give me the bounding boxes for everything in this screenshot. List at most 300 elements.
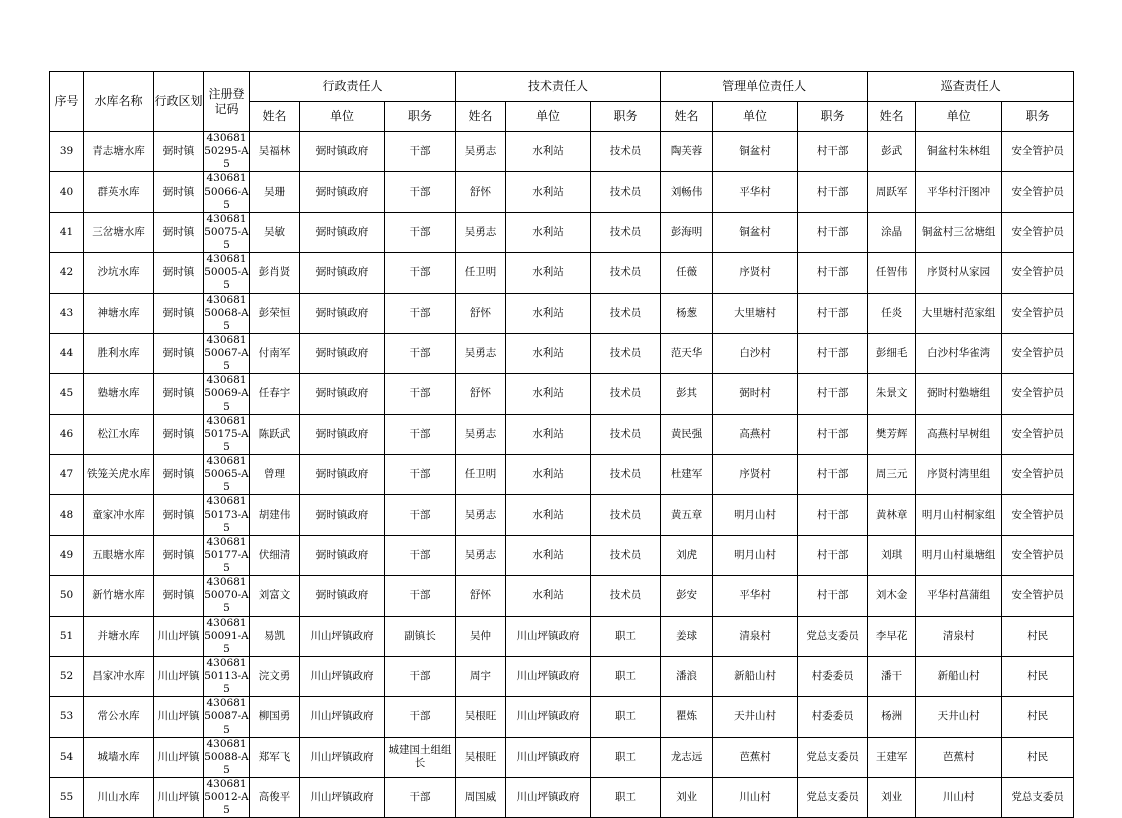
- admin-post-cell: 干部: [385, 414, 456, 454]
- patrol-unit-cell: 高燕村早树组: [916, 414, 1002, 454]
- mgmt-unit-cell: 平华村: [713, 576, 798, 616]
- patrol-post-cell: 安全管护员: [1002, 333, 1074, 373]
- admin-unit-cell: 弼时镇政府: [300, 495, 385, 535]
- tech-name-cell: 舒怀: [456, 172, 506, 212]
- reg-code-cell: 43068150295-A5: [204, 132, 249, 171]
- header-patrol-post: 职务: [1002, 102, 1074, 132]
- header-mgmt-name: 姓名: [661, 102, 713, 132]
- table-body: [50, 132, 1074, 818]
- seq-cell: 40: [50, 172, 84, 212]
- reservoir-name-cell: 塾塘水库: [84, 374, 154, 414]
- patrol-post-cell: 村民: [1002, 616, 1074, 656]
- mgmt-post-cell: 村干部: [798, 212, 868, 252]
- header-tech-name: 姓名: [456, 102, 506, 132]
- header-reg-code: 注册登记码: [204, 72, 250, 132]
- tech-post-cell: 职工: [591, 656, 661, 696]
- admin-unit-cell: 弼时镇政府: [300, 293, 385, 333]
- table-row: [50, 293, 1074, 333]
- district-cell: 川山坪镇: [154, 656, 204, 696]
- header-seq: 序号: [50, 72, 84, 132]
- tech-post-cell: 职工: [591, 778, 661, 818]
- seq-cell: 55: [50, 778, 84, 818]
- reservoir-name-cell: 沙坑水库: [84, 253, 154, 293]
- patrol-post-cell: 党总支委员: [1002, 778, 1074, 818]
- patrol-name-cell: 王建军: [868, 737, 916, 777]
- patrol-unit-cell: 弼时村塾塘组: [916, 374, 1002, 414]
- tech-name-cell: 吴根旺: [456, 737, 506, 777]
- patrol-unit-cell: 序贤村从家园: [916, 253, 1002, 293]
- patrol-unit-cell: 平华村汗图冲: [916, 172, 1002, 212]
- mgmt-post-cell: 村干部: [798, 374, 868, 414]
- tech-unit-cell: 川山坪镇政府: [506, 737, 591, 777]
- admin-name-cell: 伏细清: [250, 535, 300, 575]
- admin-name-cell: 吴福林: [250, 132, 300, 172]
- reg-code-cell: 43068150005-A5: [204, 253, 249, 292]
- district-cell: 川山坪镇: [154, 778, 204, 818]
- admin-unit-cell: 川山坪镇政府: [300, 778, 385, 818]
- patrol-unit-cell: 清泉村: [916, 616, 1002, 656]
- seq-cell: 53: [50, 697, 84, 737]
- admin-post-cell: 干部: [385, 253, 456, 293]
- admin-name-cell: 吴珊: [250, 172, 300, 212]
- district-cell: 弼时镇: [154, 333, 204, 373]
- patrol-unit-cell: 明月山村桐家组: [916, 495, 1002, 535]
- table-row: [50, 455, 1074, 495]
- table-row: [50, 616, 1074, 656]
- district-cell: 弼时镇: [154, 414, 204, 454]
- mgmt-name-cell: 范天华: [661, 333, 713, 373]
- tech-unit-cell: 水利站: [506, 414, 591, 454]
- mgmt-unit-cell: 川山村: [713, 778, 798, 818]
- admin-name-cell: 高俊平: [250, 778, 300, 818]
- patrol-name-cell: 任智伟: [868, 253, 916, 293]
- tech-post-cell: 职工: [591, 737, 661, 777]
- tech-unit-cell: 川山坪镇政府: [506, 778, 591, 818]
- admin-post-cell: 干部: [385, 455, 456, 495]
- tech-unit-cell: 水利站: [506, 455, 591, 495]
- reg-code-cell: 43068150068-A5: [204, 293, 249, 332]
- mgmt-post-cell: 村干部: [798, 132, 868, 172]
- tech-name-cell: 吴勇志: [456, 132, 506, 172]
- district-cell: 川山坪镇: [154, 737, 204, 777]
- admin-unit-cell: 弼时镇政府: [300, 414, 385, 454]
- district-cell: 弼时镇: [154, 212, 204, 252]
- tech-unit-cell: 水利站: [506, 374, 591, 414]
- seq-cell: 41: [50, 212, 84, 252]
- admin-name-cell: 彭荣恒: [250, 293, 300, 333]
- tech-post-cell: 技术员: [591, 253, 661, 293]
- tech-post-cell: 技术员: [591, 535, 661, 575]
- patrol-name-cell: 樊芳辉: [868, 414, 916, 454]
- reg-code-cell: 43068150075-A5: [204, 212, 249, 251]
- header-patrol-name: 姓名: [868, 102, 916, 132]
- tech-post-cell: 职工: [591, 616, 661, 656]
- tech-unit-cell: 水利站: [506, 253, 591, 293]
- district-cell: 川山坪镇: [154, 697, 204, 737]
- reg-code-cell: 43068150012-A5: [204, 778, 249, 817]
- mgmt-post-cell: 村干部: [798, 253, 868, 293]
- reg-code-cell: 43068150177-A5: [204, 535, 249, 574]
- mgmt-post-cell: 党总支委员: [798, 616, 868, 656]
- admin-post-cell: 干部: [385, 212, 456, 252]
- header-mgmt-responsible: 管理单位责任人: [661, 72, 868, 102]
- mgmt-unit-cell: 明月山村: [713, 495, 798, 535]
- admin-post-cell: 干部: [385, 293, 456, 333]
- patrol-unit-cell: 白沙村华雀湾: [916, 333, 1002, 373]
- patrol-unit-cell: 铜盆村三岔塘组: [916, 212, 1002, 252]
- patrol-name-cell: 任炎: [868, 293, 916, 333]
- admin-unit-cell: 弼时镇政府: [300, 132, 385, 172]
- mgmt-name-cell: 杨葱: [661, 293, 713, 333]
- tech-name-cell: 舒怀: [456, 576, 506, 616]
- seq-cell: 39: [50, 132, 84, 172]
- patrol-post-cell: 村民: [1002, 737, 1074, 777]
- mgmt-name-cell: 瞿炼: [661, 697, 713, 737]
- tech-post-cell: 技术员: [591, 576, 661, 616]
- tech-unit-cell: 水利站: [506, 495, 591, 535]
- patrol-post-cell: 安全管护员: [1002, 293, 1074, 333]
- seq-cell: 49: [50, 535, 84, 575]
- mgmt-unit-cell: 序贤村: [713, 455, 798, 495]
- table-row: [50, 212, 1074, 252]
- patrol-name-cell: 涂晶: [868, 212, 916, 252]
- header-tech-responsible: 技术责任人: [456, 72, 661, 102]
- reservoir-name-cell: 铁笼关虎水库: [84, 455, 154, 495]
- admin-name-cell: 曾理: [250, 455, 300, 495]
- admin-unit-cell: 弼时镇政府: [300, 253, 385, 293]
- reservoir-name-cell: 五眼塘水库: [84, 535, 154, 575]
- patrol-post-cell: 村民: [1002, 656, 1074, 696]
- district-cell: 弼时镇: [154, 495, 204, 535]
- admin-post-cell: 干部: [385, 333, 456, 373]
- table-row: [50, 535, 1074, 575]
- table-row: [50, 737, 1074, 777]
- mgmt-post-cell: 村干部: [798, 414, 868, 454]
- district-cell: 弼时镇: [154, 172, 204, 212]
- reservoir-name-cell: 新竹塘水库: [84, 576, 154, 616]
- patrol-name-cell: 刘木金: [868, 576, 916, 616]
- patrol-name-cell: 朱景文: [868, 374, 916, 414]
- mgmt-name-cell: 彭安: [661, 576, 713, 616]
- seq-cell: 50: [50, 576, 84, 616]
- tech-unit-cell: 水利站: [506, 212, 591, 252]
- patrol-post-cell: 安全管护员: [1002, 212, 1074, 252]
- tech-name-cell: 任卫明: [456, 253, 506, 293]
- tech-unit-cell: 水利站: [506, 535, 591, 575]
- patrol-post-cell: 安全管护员: [1002, 172, 1074, 212]
- seq-cell: 45: [50, 374, 84, 414]
- district-cell: 弼时镇: [154, 293, 204, 333]
- reservoir-name-cell: 昌家冲水库: [84, 656, 154, 696]
- admin-unit-cell: 川山坪镇政府: [300, 616, 385, 656]
- header-row-groups: [50, 72, 1074, 102]
- mgmt-name-cell: 潘浪: [661, 656, 713, 696]
- tech-unit-cell: 水利站: [506, 576, 591, 616]
- tech-unit-cell: 水利站: [506, 132, 591, 172]
- reservoir-name-cell: 并塘水库: [84, 616, 154, 656]
- patrol-name-cell: 刘业: [868, 778, 916, 818]
- admin-unit-cell: 弼时镇政府: [300, 212, 385, 252]
- admin-unit-cell: 弼时镇政府: [300, 172, 385, 212]
- patrol-unit-cell: 川山村: [916, 778, 1002, 818]
- admin-name-cell: 吴敏: [250, 212, 300, 252]
- admin-post-cell: 干部: [385, 576, 456, 616]
- district-cell: 弼时镇: [154, 253, 204, 293]
- mgmt-post-cell: 村干部: [798, 172, 868, 212]
- admin-name-cell: 付南军: [250, 333, 300, 373]
- mgmt-post-cell: 村干部: [798, 535, 868, 575]
- mgmt-name-cell: 龙志远: [661, 737, 713, 777]
- mgmt-name-cell: 杜建军: [661, 455, 713, 495]
- admin-post-cell: 干部: [385, 374, 456, 414]
- table-row: [50, 414, 1074, 454]
- admin-name-cell: 陈跃武: [250, 414, 300, 454]
- seq-cell: 44: [50, 333, 84, 373]
- mgmt-name-cell: 任薇: [661, 253, 713, 293]
- patrol-unit-cell: 天井山村: [916, 697, 1002, 737]
- mgmt-unit-cell: 平华村: [713, 172, 798, 212]
- tech-name-cell: 吴勇志: [456, 212, 506, 252]
- mgmt-post-cell: 村干部: [798, 455, 868, 495]
- patrol-post-cell: 安全管护员: [1002, 414, 1074, 454]
- table-row: [50, 656, 1074, 696]
- reservoir-name-cell: 神塘水库: [84, 293, 154, 333]
- reservoir-name-cell: 常公水库: [84, 697, 154, 737]
- reservoir-name-cell: 童家冲水库: [84, 495, 154, 535]
- tech-post-cell: 职工: [591, 697, 661, 737]
- admin-name-cell: 浣文勇: [250, 656, 300, 696]
- patrol-name-cell: 周三元: [868, 455, 916, 495]
- seq-cell: 48: [50, 495, 84, 535]
- district-cell: 弼时镇: [154, 535, 204, 575]
- reservoir-name-cell: 松江水库: [84, 414, 154, 454]
- reg-code-cell: 43068150069-A5: [204, 374, 249, 413]
- reg-code-cell: 43068150070-A5: [204, 576, 249, 615]
- header-admin-responsible: 行政责任人: [250, 72, 456, 102]
- tech-unit-cell: 川山坪镇政府: [506, 656, 591, 696]
- reservoir-name-cell: 三岔塘水库: [84, 212, 154, 252]
- reg-code-cell: 43068150173-A5: [204, 495, 249, 534]
- patrol-name-cell: 彭细毛: [868, 333, 916, 373]
- mgmt-unit-cell: 白沙村: [713, 333, 798, 373]
- mgmt-name-cell: 刘业: [661, 778, 713, 818]
- reg-code-cell: 43068150065-A5: [204, 455, 249, 494]
- mgmt-unit-cell: 天井山村: [713, 697, 798, 737]
- tech-name-cell: 吴勇志: [456, 333, 506, 373]
- mgmt-unit-cell: 芭蕉村: [713, 737, 798, 777]
- seq-cell: 51: [50, 616, 84, 656]
- tech-name-cell: 吴勇志: [456, 414, 506, 454]
- header-patrol-unit: 单位: [916, 102, 1002, 132]
- patrol-unit-cell: 大里塘村范家组: [916, 293, 1002, 333]
- reg-code-cell: 43068150087-A5: [204, 697, 249, 736]
- admin-post-cell: 干部: [385, 172, 456, 212]
- patrol-unit-cell: 芭蕉村: [916, 737, 1002, 777]
- tech-unit-cell: 水利站: [506, 333, 591, 373]
- admin-unit-cell: 川山坪镇政府: [300, 697, 385, 737]
- admin-post-cell: 副镇长: [385, 616, 456, 656]
- tech-name-cell: 舒怀: [456, 374, 506, 414]
- mgmt-name-cell: 彭其: [661, 374, 713, 414]
- patrol-name-cell: 黄林章: [868, 495, 916, 535]
- tech-name-cell: 舒怀: [456, 293, 506, 333]
- reg-code-cell: 43068150088-A5: [204, 737, 249, 776]
- patrol-post-cell: 安全管护员: [1002, 495, 1074, 535]
- table-row: [50, 132, 1074, 172]
- table-row: [50, 172, 1074, 212]
- district-cell: 弼时镇: [154, 576, 204, 616]
- mgmt-post-cell: 村干部: [798, 293, 868, 333]
- mgmt-name-cell: 彭海明: [661, 212, 713, 252]
- mgmt-post-cell: 村委委员: [798, 656, 868, 696]
- patrol-post-cell: 安全管护员: [1002, 374, 1074, 414]
- admin-unit-cell: 弼时镇政府: [300, 535, 385, 575]
- patrol-name-cell: 刘琪: [868, 535, 916, 575]
- header-tech-post: 职务: [591, 102, 661, 132]
- mgmt-unit-cell: 弼时村: [713, 374, 798, 414]
- mgmt-unit-cell: 铜盆村: [713, 212, 798, 252]
- district-cell: 弼时镇: [154, 132, 204, 172]
- header-patrol-responsible: 巡查责任人: [868, 72, 1074, 102]
- tech-post-cell: 技术员: [591, 414, 661, 454]
- admin-name-cell: 易凯: [250, 616, 300, 656]
- table-row: [50, 697, 1074, 737]
- reg-code-cell: 43068150066-A5: [204, 172, 249, 211]
- table-row: [50, 253, 1074, 293]
- header-admin-name: 姓名: [250, 102, 300, 132]
- mgmt-post-cell: 村干部: [798, 495, 868, 535]
- patrol-unit-cell: 铜盆村朱林组: [916, 132, 1002, 172]
- seq-cell: 46: [50, 414, 84, 454]
- header-reservoir-name: 水库名称: [84, 72, 154, 132]
- patrol-name-cell: 彭武: [868, 132, 916, 172]
- patrol-post-cell: 安全管护员: [1002, 253, 1074, 293]
- reservoir-name-cell: 青志塘水库: [84, 132, 154, 172]
- tech-unit-cell: 水利站: [506, 172, 591, 212]
- tech-post-cell: 技术员: [591, 132, 661, 172]
- admin-post-cell: 城建国土组组长: [385, 737, 456, 777]
- mgmt-post-cell: 村干部: [798, 576, 868, 616]
- mgmt-post-cell: 党总支委员: [798, 737, 868, 777]
- table-row: [50, 495, 1074, 535]
- reservoir-name-cell: 胜利水库: [84, 333, 154, 373]
- tech-post-cell: 技术员: [591, 293, 661, 333]
- reg-code-cell: 43068150067-A5: [204, 333, 249, 373]
- admin-post-cell: 干部: [385, 778, 456, 818]
- tech-name-cell: 周宇: [456, 656, 506, 696]
- table-row: [50, 333, 1074, 373]
- patrol-unit-cell: 序贤村湾里组: [916, 455, 1002, 495]
- reservoir-responsibility-table: [49, 71, 1074, 818]
- admin-name-cell: 郑军飞: [250, 737, 300, 777]
- admin-name-cell: 刘富文: [250, 576, 300, 616]
- tech-unit-cell: 川山坪镇政府: [506, 616, 591, 656]
- tech-name-cell: 吴勇志: [456, 535, 506, 575]
- mgmt-name-cell: 陶芙蓉: [661, 132, 713, 172]
- patrol-unit-cell: 新船山村: [916, 656, 1002, 696]
- tech-post-cell: 技术员: [591, 374, 661, 414]
- patrol-name-cell: 杨洲: [868, 697, 916, 737]
- header-admin-unit: 单位: [300, 102, 385, 132]
- header-mgmt-post: 职务: [798, 102, 868, 132]
- mgmt-post-cell: 村委委员: [798, 697, 868, 737]
- tech-name-cell: 吴勇志: [456, 495, 506, 535]
- reg-code-cell: 43068150175-A5: [204, 414, 249, 453]
- admin-unit-cell: 川山坪镇政府: [300, 737, 385, 777]
- reservoir-name-cell: 群英水库: [84, 172, 154, 212]
- admin-post-cell: 干部: [385, 656, 456, 696]
- patrol-post-cell: 安全管护员: [1002, 535, 1074, 575]
- admin-post-cell: 干部: [385, 697, 456, 737]
- admin-name-cell: 任春宇: [250, 374, 300, 414]
- patrol-post-cell: 安全管护员: [1002, 576, 1074, 616]
- tech-unit-cell: 川山坪镇政府: [506, 697, 591, 737]
- reg-code-cell: 43068150113-A5: [204, 656, 249, 696]
- admin-unit-cell: 川山坪镇政府: [300, 656, 385, 696]
- seq-cell: 43: [50, 293, 84, 333]
- header-district: 行政区划: [154, 72, 204, 132]
- reg-code-cell: 43068150091-A5: [204, 616, 249, 655]
- admin-unit-cell: 弼时镇政府: [300, 455, 385, 495]
- tech-post-cell: 技术员: [591, 495, 661, 535]
- mgmt-unit-cell: 高燕村: [713, 414, 798, 454]
- tech-post-cell: 技术员: [591, 455, 661, 495]
- tech-post-cell: 技术员: [591, 333, 661, 373]
- patrol-unit-cell: 平华村菖蒲组: [916, 576, 1002, 616]
- admin-name-cell: 彭肖贤: [250, 253, 300, 293]
- mgmt-name-cell: 刘畅伟: [661, 172, 713, 212]
- patrol-name-cell: 李早花: [868, 616, 916, 656]
- tech-name-cell: 吴仲: [456, 616, 506, 656]
- admin-post-cell: 干部: [385, 495, 456, 535]
- tech-name-cell: 任卫明: [456, 455, 506, 495]
- district-cell: 川山坪镇: [154, 616, 204, 656]
- admin-name-cell: 胡建伟: [250, 495, 300, 535]
- mgmt-unit-cell: 序贤村: [713, 253, 798, 293]
- patrol-post-cell: 安全管护员: [1002, 132, 1074, 172]
- seq-cell: 42: [50, 253, 84, 293]
- admin-unit-cell: 弼时镇政府: [300, 374, 385, 414]
- mgmt-unit-cell: 大里塘村: [713, 293, 798, 333]
- mgmt-name-cell: 黄民强: [661, 414, 713, 454]
- mgmt-unit-cell: 明月山村: [713, 535, 798, 575]
- patrol-post-cell: 安全管护员: [1002, 455, 1074, 495]
- admin-name-cell: 柳国勇: [250, 697, 300, 737]
- seq-cell: 52: [50, 656, 84, 696]
- tech-post-cell: 技术员: [591, 212, 661, 252]
- admin-post-cell: 干部: [385, 535, 456, 575]
- seq-cell: 47: [50, 455, 84, 495]
- header-admin-post: 职务: [385, 102, 456, 132]
- reservoir-name-cell: 川山水库: [84, 778, 154, 818]
- table-row: [50, 576, 1074, 616]
- mgmt-post-cell: 村干部: [798, 333, 868, 373]
- district-cell: 弼时镇: [154, 455, 204, 495]
- tech-unit-cell: 水利站: [506, 293, 591, 333]
- reservoir-name-cell: 城墙水库: [84, 737, 154, 777]
- header-mgmt-unit: 单位: [713, 102, 798, 132]
- mgmt-post-cell: 党总支委员: [798, 778, 868, 818]
- mgmt-name-cell: 黄五章: [661, 495, 713, 535]
- mgmt-unit-cell: 清泉村: [713, 616, 798, 656]
- patrol-name-cell: 周跃军: [868, 172, 916, 212]
- admin-unit-cell: 弼时镇政府: [300, 576, 385, 616]
- header-tech-unit: 单位: [506, 102, 591, 132]
- mgmt-name-cell: 刘虎: [661, 535, 713, 575]
- admin-post-cell: 干部: [385, 132, 456, 172]
- table-row: [50, 374, 1074, 414]
- seq-cell: 54: [50, 737, 84, 777]
